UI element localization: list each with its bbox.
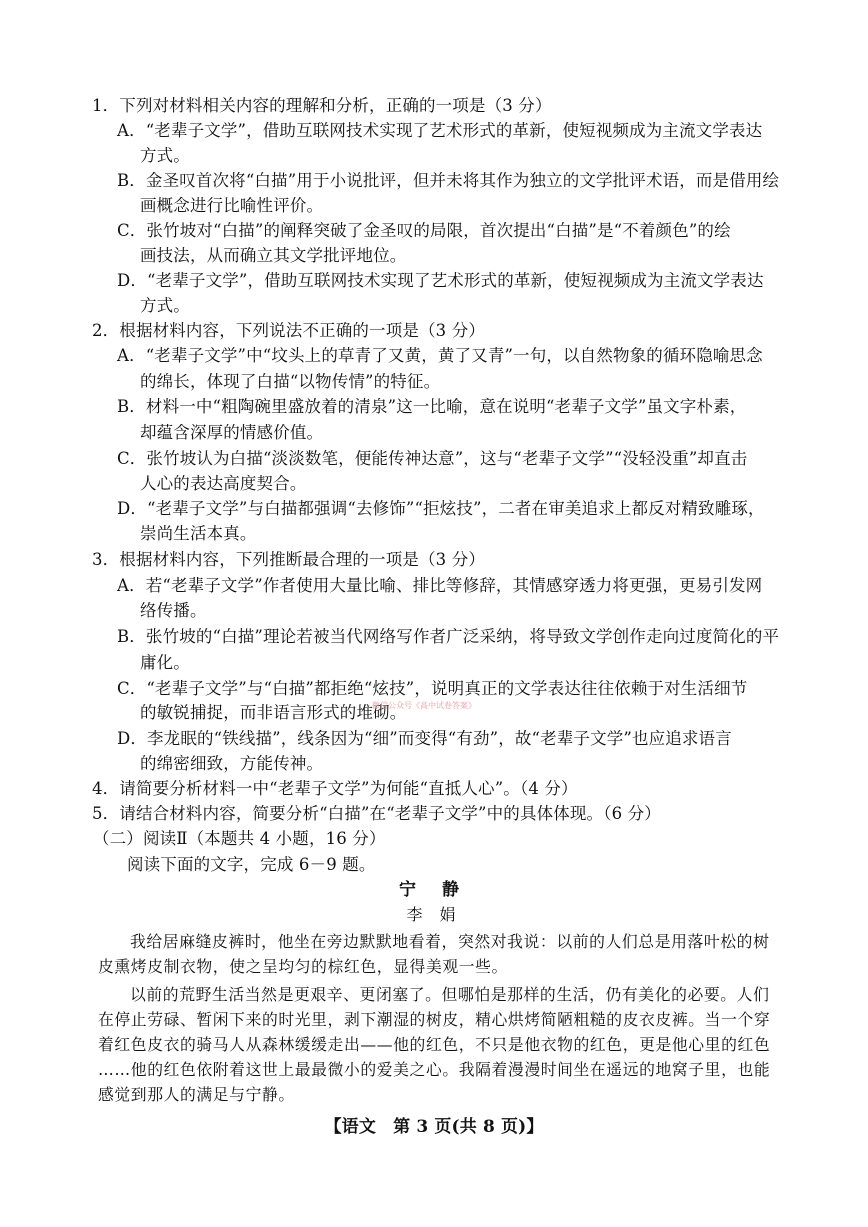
question-4: 4．请简要分析材料一中“老辈子文学”为何能“直抵人心”。（4 分） bbox=[92, 779, 578, 798]
q1-option-d: D．“老辈子文学”，借助互联网技术实现了艺术形式的革新，使短视频成为主流文学表达 bbox=[117, 271, 764, 290]
q2-option-c-cont: 人心的表达高度契合。 bbox=[140, 474, 307, 493]
q2-option-b: B．材料一中“粗陶碗里盛放着的清泉”这一比喻，意在说明“老辈子文学”虽文字朴素， bbox=[117, 397, 747, 416]
q3-option-a: A．若“老辈子文学”作者使用大量比喻、排比等修辞，其情感穿透力将更强，更易引发网 bbox=[117, 576, 763, 595]
q2-option-b-cont: 却蕴含深厚的情感价值。 bbox=[140, 423, 324, 442]
q2-option-a: A．“老辈子文学”中“坟头上的草青了又黄，黄了又青”一句，以自然物象的循环隐喻思念 bbox=[117, 346, 763, 365]
q1-option-b: B．金圣叹首次将“白描”用于小说批评，但并未将其作为独立的文学批评术语，而是借用绘 bbox=[117, 171, 780, 190]
q3-option-c: C．“老辈子文学”与“白描”都拒绝“炫技”，说明真正的文学表达往往依赖于对生活细节 bbox=[117, 679, 748, 698]
q1-option-c: C．张竹坡对“白描”的阐释突破了金圣叹的局限，首次提出“白描”是“不着颜色”的绘 bbox=[117, 221, 731, 240]
story-author: 李 娟 bbox=[406, 905, 462, 924]
q2-option-d: D．“老辈子文学”与白描都强调“去修饰”“拒炫技”，二者在审美追求上都反对精致雕琢， bbox=[117, 499, 765, 518]
q2-option-d-cont: 崇尚生活本真。 bbox=[140, 524, 257, 543]
section-heading: （二）阅读Ⅱ（本题共 4 小题，16 分） bbox=[93, 829, 386, 848]
q3-option-d-cont: 的绵密细致，方能传神。 bbox=[140, 754, 324, 773]
q1-option-c-cont: 画技法，从而确立其文学批评地位。 bbox=[140, 246, 407, 265]
q1-option-a: A．“老辈子文学”，借助互联网技术实现了艺术形式的革新，使短视频成为主流文学表达 bbox=[117, 121, 763, 140]
q1-option-d-cont: 方式。 bbox=[140, 296, 190, 315]
question-2-stem: 2．根据材料内容，下列说法不正确的一项是（3 分） bbox=[92, 321, 485, 340]
q2-option-c: C．张竹坡认为白描“淡淡数笔，便能传神达意”，这与“老辈子文学”“没轻没重”却直击 bbox=[117, 449, 748, 468]
story-paragraph-1-line-2: 皮熏烤皮制衣物，使之呈均匀的棕红色，显得美观一些。 bbox=[98, 957, 508, 976]
story-paragraph-2-line-3: 着红色皮衣的骑马人从森林缓缓走出——他的红色，不只是他衣物的红色，更是他心里的红色 bbox=[98, 1035, 771, 1054]
question-5: 5．请结合材料内容，简要分析“白描”在“老辈子文学”中的具体体现。（6 分） bbox=[92, 804, 661, 823]
q3-option-c-cont: 的敏锐捕捉，而非语言形式的堆砌。 bbox=[140, 703, 407, 722]
story-paragraph-2-line-5: 感觉到那人的满足与宁静。 bbox=[98, 1085, 295, 1104]
page-footer: 【语文 第 3 页(共 8 页)】 bbox=[324, 1117, 544, 1137]
story-paragraph-2-line-2: 在停止劳碌、暂闲下来的时光里，剥下潮湿的树皮，精心烘烤简陋粗糙的皮衣皮裤。当一个穿 bbox=[98, 1010, 771, 1029]
watermark: 微信公众号《高中试卷答案》 bbox=[372, 701, 476, 710]
q2-option-a-cont: 的绵长，体现了白描“以物传情”的特征。 bbox=[140, 372, 441, 391]
story-paragraph-1-line-1: 我给居麻缝皮裤时，他坐在旁边默默地看着，突然对我说：以前的人们总是用落叶松的树 bbox=[130, 932, 770, 951]
story-paragraph-2-line-4: ……他的红色依附着这世上最最微小的爱美之心。我隔着漫漫时间坐在遥远的地窝子里，也能 bbox=[98, 1060, 771, 1079]
q3-option-b-cont: 庸化。 bbox=[140, 653, 190, 672]
q1-option-a-cont: 方式。 bbox=[140, 146, 190, 165]
story-title: 宁 静 bbox=[399, 880, 469, 900]
section-instruction: 阅读下面的文字，完成 6－9 题。 bbox=[127, 855, 376, 874]
q3-option-d: D．李龙眠的“铁线描”，线条因为“细”而变得“有劲”，故“老辈子文学”也应追求语言 bbox=[117, 729, 732, 748]
q3-option-a-cont: 络传播。 bbox=[140, 601, 207, 620]
story-paragraph-2-line-1: 以前的荒野生活当然是更艰辛、更闭塞了。但哪怕是那样的生活，仍有美化的必要。人们 bbox=[130, 985, 770, 1004]
q3-option-b: B．张竹坡的“白描”理论若被当代网络写作者广泛采纳，将导致文学创作走向过度简化的平 bbox=[117, 627, 780, 646]
q1-option-b-cont: 画概念进行比喻性评价。 bbox=[140, 196, 324, 215]
question-3-stem: 3．根据材料内容，下列推断最合理的一项是（3 分） bbox=[92, 550, 485, 569]
question-1-stem: 1．下列对材料相关内容的理解和分析，正确的一项是（3 分） bbox=[92, 96, 552, 115]
